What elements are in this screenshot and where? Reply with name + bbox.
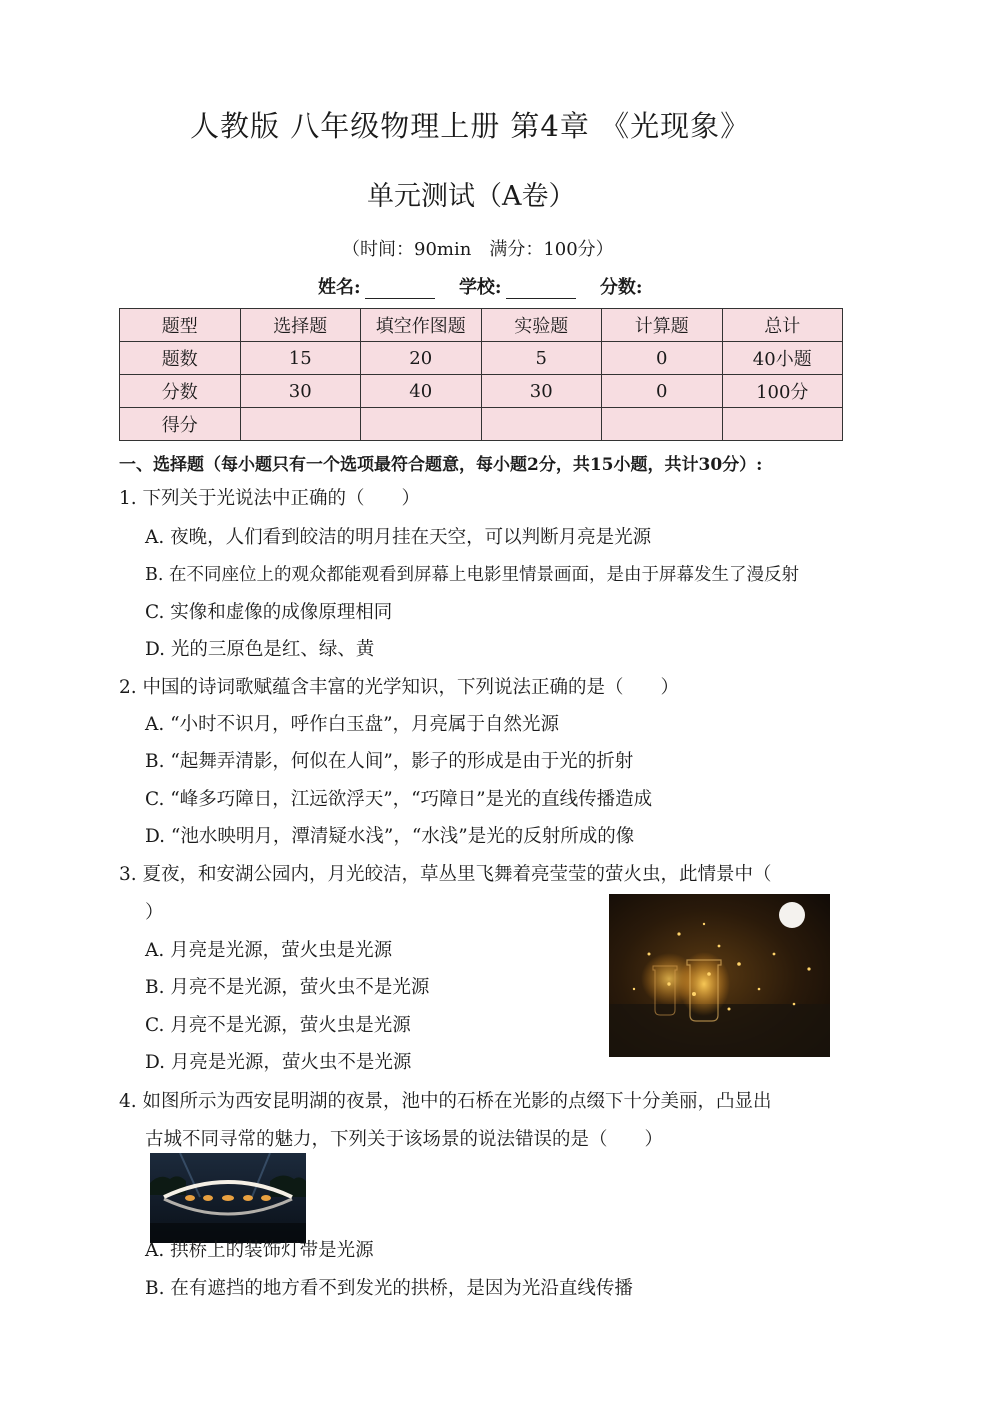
option-b: B. 月亮不是光源，萤火虫不是光源 [145, 977, 430, 998]
table-cell: 0 [602, 342, 723, 375]
table-row [120, 342, 843, 375]
option-b: B. 在有遮挡的地方看不到发光的拱桥，是因为光沿直线传播 [145, 1278, 633, 1299]
name-label: 姓名: [318, 277, 361, 298]
table-cell: 40 [361, 375, 482, 408]
table-row [120, 408, 843, 441]
table-header-row [120, 309, 843, 342]
table-cell: 分数 [120, 375, 241, 408]
score-input-cell[interactable] [602, 408, 723, 441]
table-cell: 20 [361, 342, 482, 375]
table-cell: 15 [240, 342, 361, 375]
score-input-cell[interactable] [240, 408, 361, 441]
option-b: B. 在不同座位上的观众都能观看到屏幕上电影里情景画面，是由于屏幕发生了漫反射 [145, 565, 799, 585]
table-cell: 计算题 [602, 309, 723, 342]
option-d: D. “池水映明月，潭清疑水浅”，“水浅”是光的反射所成的像 [145, 826, 635, 847]
option-b: B. “起舞弄清影，何似在人间”，影子的形成是由于光的折射 [145, 751, 634, 772]
option-a: A. 拱桥上的装饰灯带是光源 [145, 1240, 374, 1261]
table-cell: 100分 [722, 375, 843, 408]
table-cell: 5 [481, 342, 602, 375]
question-stem-cont: ） [145, 902, 164, 923]
table-row [120, 375, 843, 408]
score-input-cell[interactable] [361, 408, 482, 441]
bridge-illustration [150, 1153, 306, 1243]
table-cell: 30 [240, 375, 361, 408]
score-input-cell[interactable] [481, 408, 602, 441]
page-subtitle: 单元测试（A卷） [367, 181, 576, 212]
score-label: 分数: [599, 277, 643, 298]
table-cell: 0 [602, 375, 723, 408]
score-input-cell[interactable] [722, 408, 843, 441]
section-heading: 一、选择题（每小题只有一个选项最符合题意，每小题2分，共15小题，共计30分）: [119, 455, 763, 475]
page-title: 人教版 八年级物理上册 第4章 《光现象》 [190, 109, 751, 143]
fireflies-image [609, 894, 830, 1057]
question-stem: 2. 中国的诗词歌赋蕴含丰富的光学知识，下列说法正确的是（ ） [119, 677, 680, 698]
option-c: C. 实像和虚像的成像原理相同 [145, 602, 393, 623]
question-stem: 1. 下列关于光说法中正确的（ ） [119, 488, 421, 509]
option-c: C. “峰多巧障日，江远欲浮天”，“巧障日”是光的直线传播造成 [145, 789, 653, 810]
table-cell: 选择题 [240, 309, 361, 342]
student-info-line [318, 273, 643, 299]
option-a: A. 夜晚，人们看到皎洁的明月挂在天空，可以判断月亮是光源 [145, 527, 652, 548]
table-cell: 题数 [120, 342, 241, 375]
score-table [119, 308, 843, 441]
table-cell: 题型 [120, 309, 241, 342]
option-a: A. 月亮是光源，萤火虫是光源 [145, 940, 393, 961]
table-cell: 填空作图题 [361, 309, 482, 342]
option-a: A. “小时不识月，呼作白玉盘”，月亮属于自然光源 [145, 714, 560, 735]
option-c: C. 月亮不是光源，萤火虫是光源 [145, 1015, 411, 1036]
question-stem: 4. 如图所示为西安昆明湖的夜景，池中的石桥在光影的点缀下十分美丽，凸显出 [119, 1091, 772, 1112]
question-stem: 3. 夏夜，和安湖公园内，月光皎洁，草丛里飞舞着亮莹莹的萤火虫，此情景中（ [119, 864, 772, 885]
fireflies-illustration [609, 894, 830, 1057]
name-blank [365, 280, 435, 299]
school-blank [506, 280, 576, 299]
option-d: D. 光的三原色是红、绿、黄 [145, 639, 375, 660]
table-cell: 40小题 [722, 342, 843, 375]
table-cell: 总计 [722, 309, 843, 342]
question-stem-cont: 古城不同寻常的魅力，下列关于该场景的说法错误的是（ ） [145, 1129, 664, 1150]
table-cell: 得分 [120, 408, 241, 441]
exam-meta: （时间：90min 满分：100分） [342, 239, 614, 260]
table-cell: 实验题 [481, 309, 602, 342]
table-cell: 30 [481, 375, 602, 408]
bridge-night-image [150, 1153, 306, 1243]
option-d: D. 月亮是光源，萤火虫不是光源 [145, 1052, 412, 1073]
school-label: 学校: [458, 277, 502, 298]
